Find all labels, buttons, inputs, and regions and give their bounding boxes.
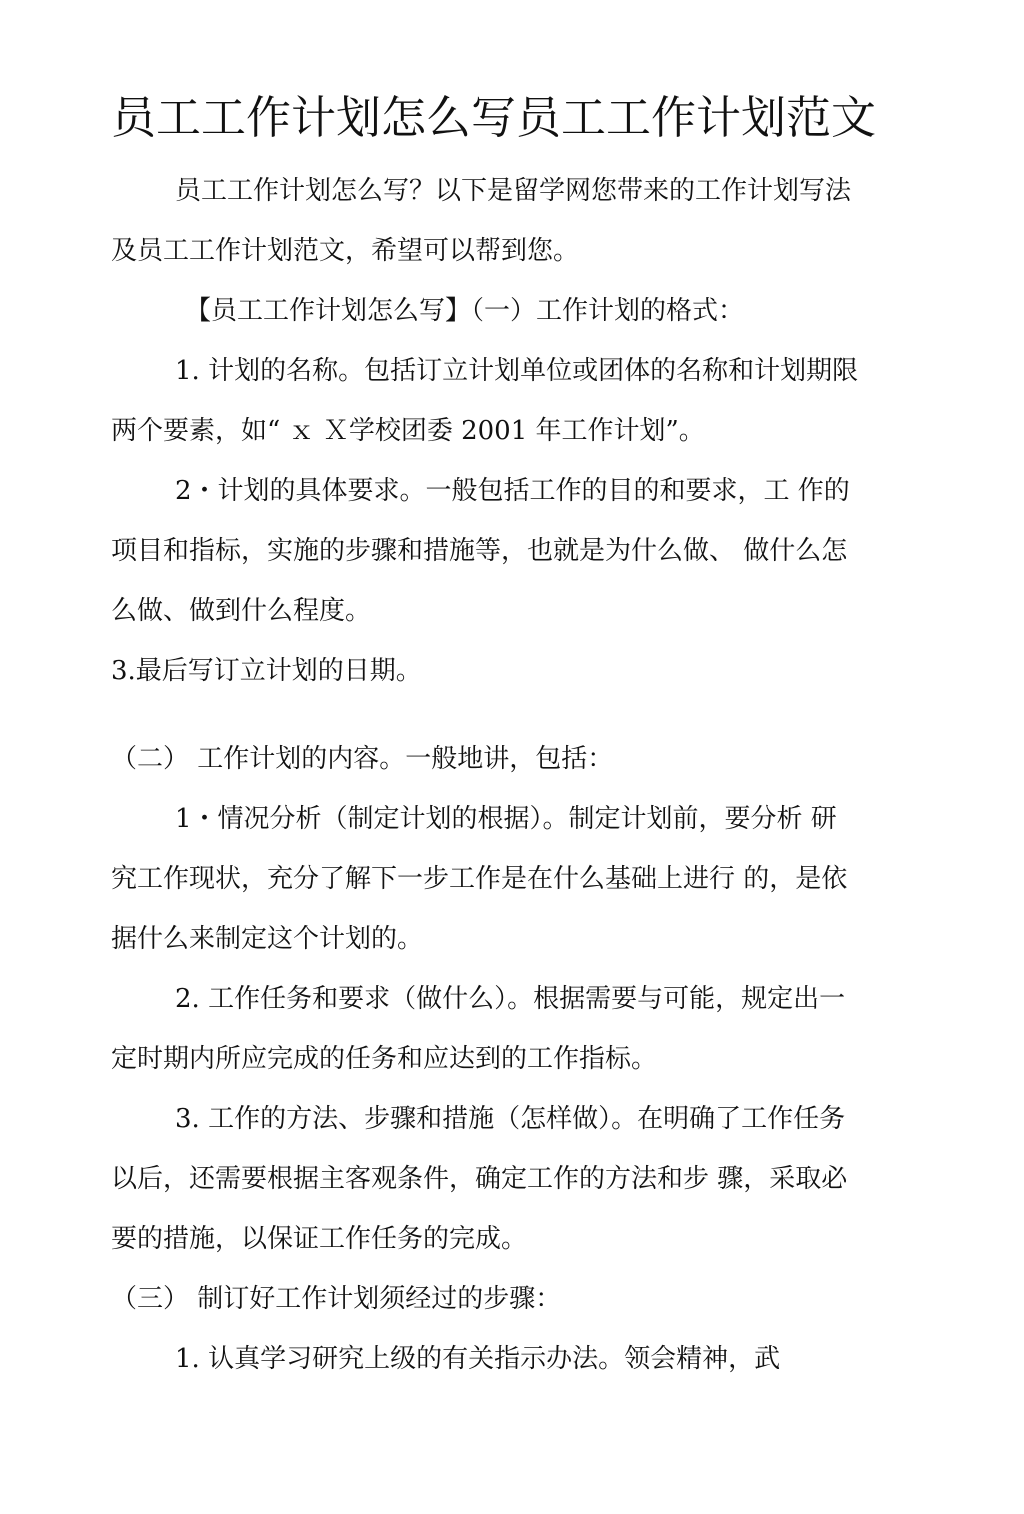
text-line: 【员工工作计划怎么写】（一）工作计划的格式： bbox=[185, 296, 745, 326]
text-line: 1・情况分析（制定计划的根据）。制定计划前，要分析 研 bbox=[175, 804, 837, 834]
text-line: 员工工作计划怎么写？以下是留学网您带来的工作计划写法 bbox=[175, 176, 852, 206]
text-line: 2. 工作任务和要求（做什么）。根据需要与可能，规定出一 bbox=[175, 984, 846, 1014]
text-line: 2・计划的具体要求。一般包括工作的目的和要求，工 作的 bbox=[175, 476, 850, 506]
text-line: 3. 工作的方法、步骤和措施（怎样做）。在明确了工作任务 bbox=[175, 1104, 846, 1134]
text-line: 1. 计划的名称。包括订立计划单位或团体的名称和计划期限 bbox=[175, 356, 859, 386]
text-line: 及员工工作计划范文，希望可以帮到您。 bbox=[111, 236, 580, 266]
text-line: 项目和指标，实施的步骤和措施等，也就是为什么做、 做什么怎 bbox=[111, 536, 848, 566]
text-line: 3.最后写订立计划的日期。 bbox=[111, 656, 422, 686]
text-line: 两个要素，如“ ｘ Ｘ学校团委 2001 年工作计划”。 bbox=[111, 416, 705, 446]
text-line: 要的措施，以保证工作任务的完成。 bbox=[111, 1224, 528, 1254]
text-line: 以后，还需要根据主客观条件，确定工作的方法和步 骤，采取必 bbox=[111, 1164, 848, 1194]
text-line: 1. 认真学习研究上级的有关指示办法。领会精神，武 bbox=[175, 1344, 781, 1374]
text-line: 么做、做到什么程度。 bbox=[111, 596, 372, 626]
text-line: 据什么来制定这个计划的。 bbox=[111, 924, 424, 954]
document-title: 员工工作计划怎么写员工工作计划范文 bbox=[111, 91, 877, 144]
text-line: （三） 制订好工作计划须经过的步骤： bbox=[111, 1284, 562, 1314]
text-line: （二） 工作计划的内容。一般地讲，包括： bbox=[111, 744, 614, 774]
text-line: 究工作现状，充分了解下一步工作是在什么基础上进行 的，是依 bbox=[111, 864, 848, 894]
text-line: 定时期内所应完成的任务和应达到的工作指标。 bbox=[111, 1044, 658, 1074]
